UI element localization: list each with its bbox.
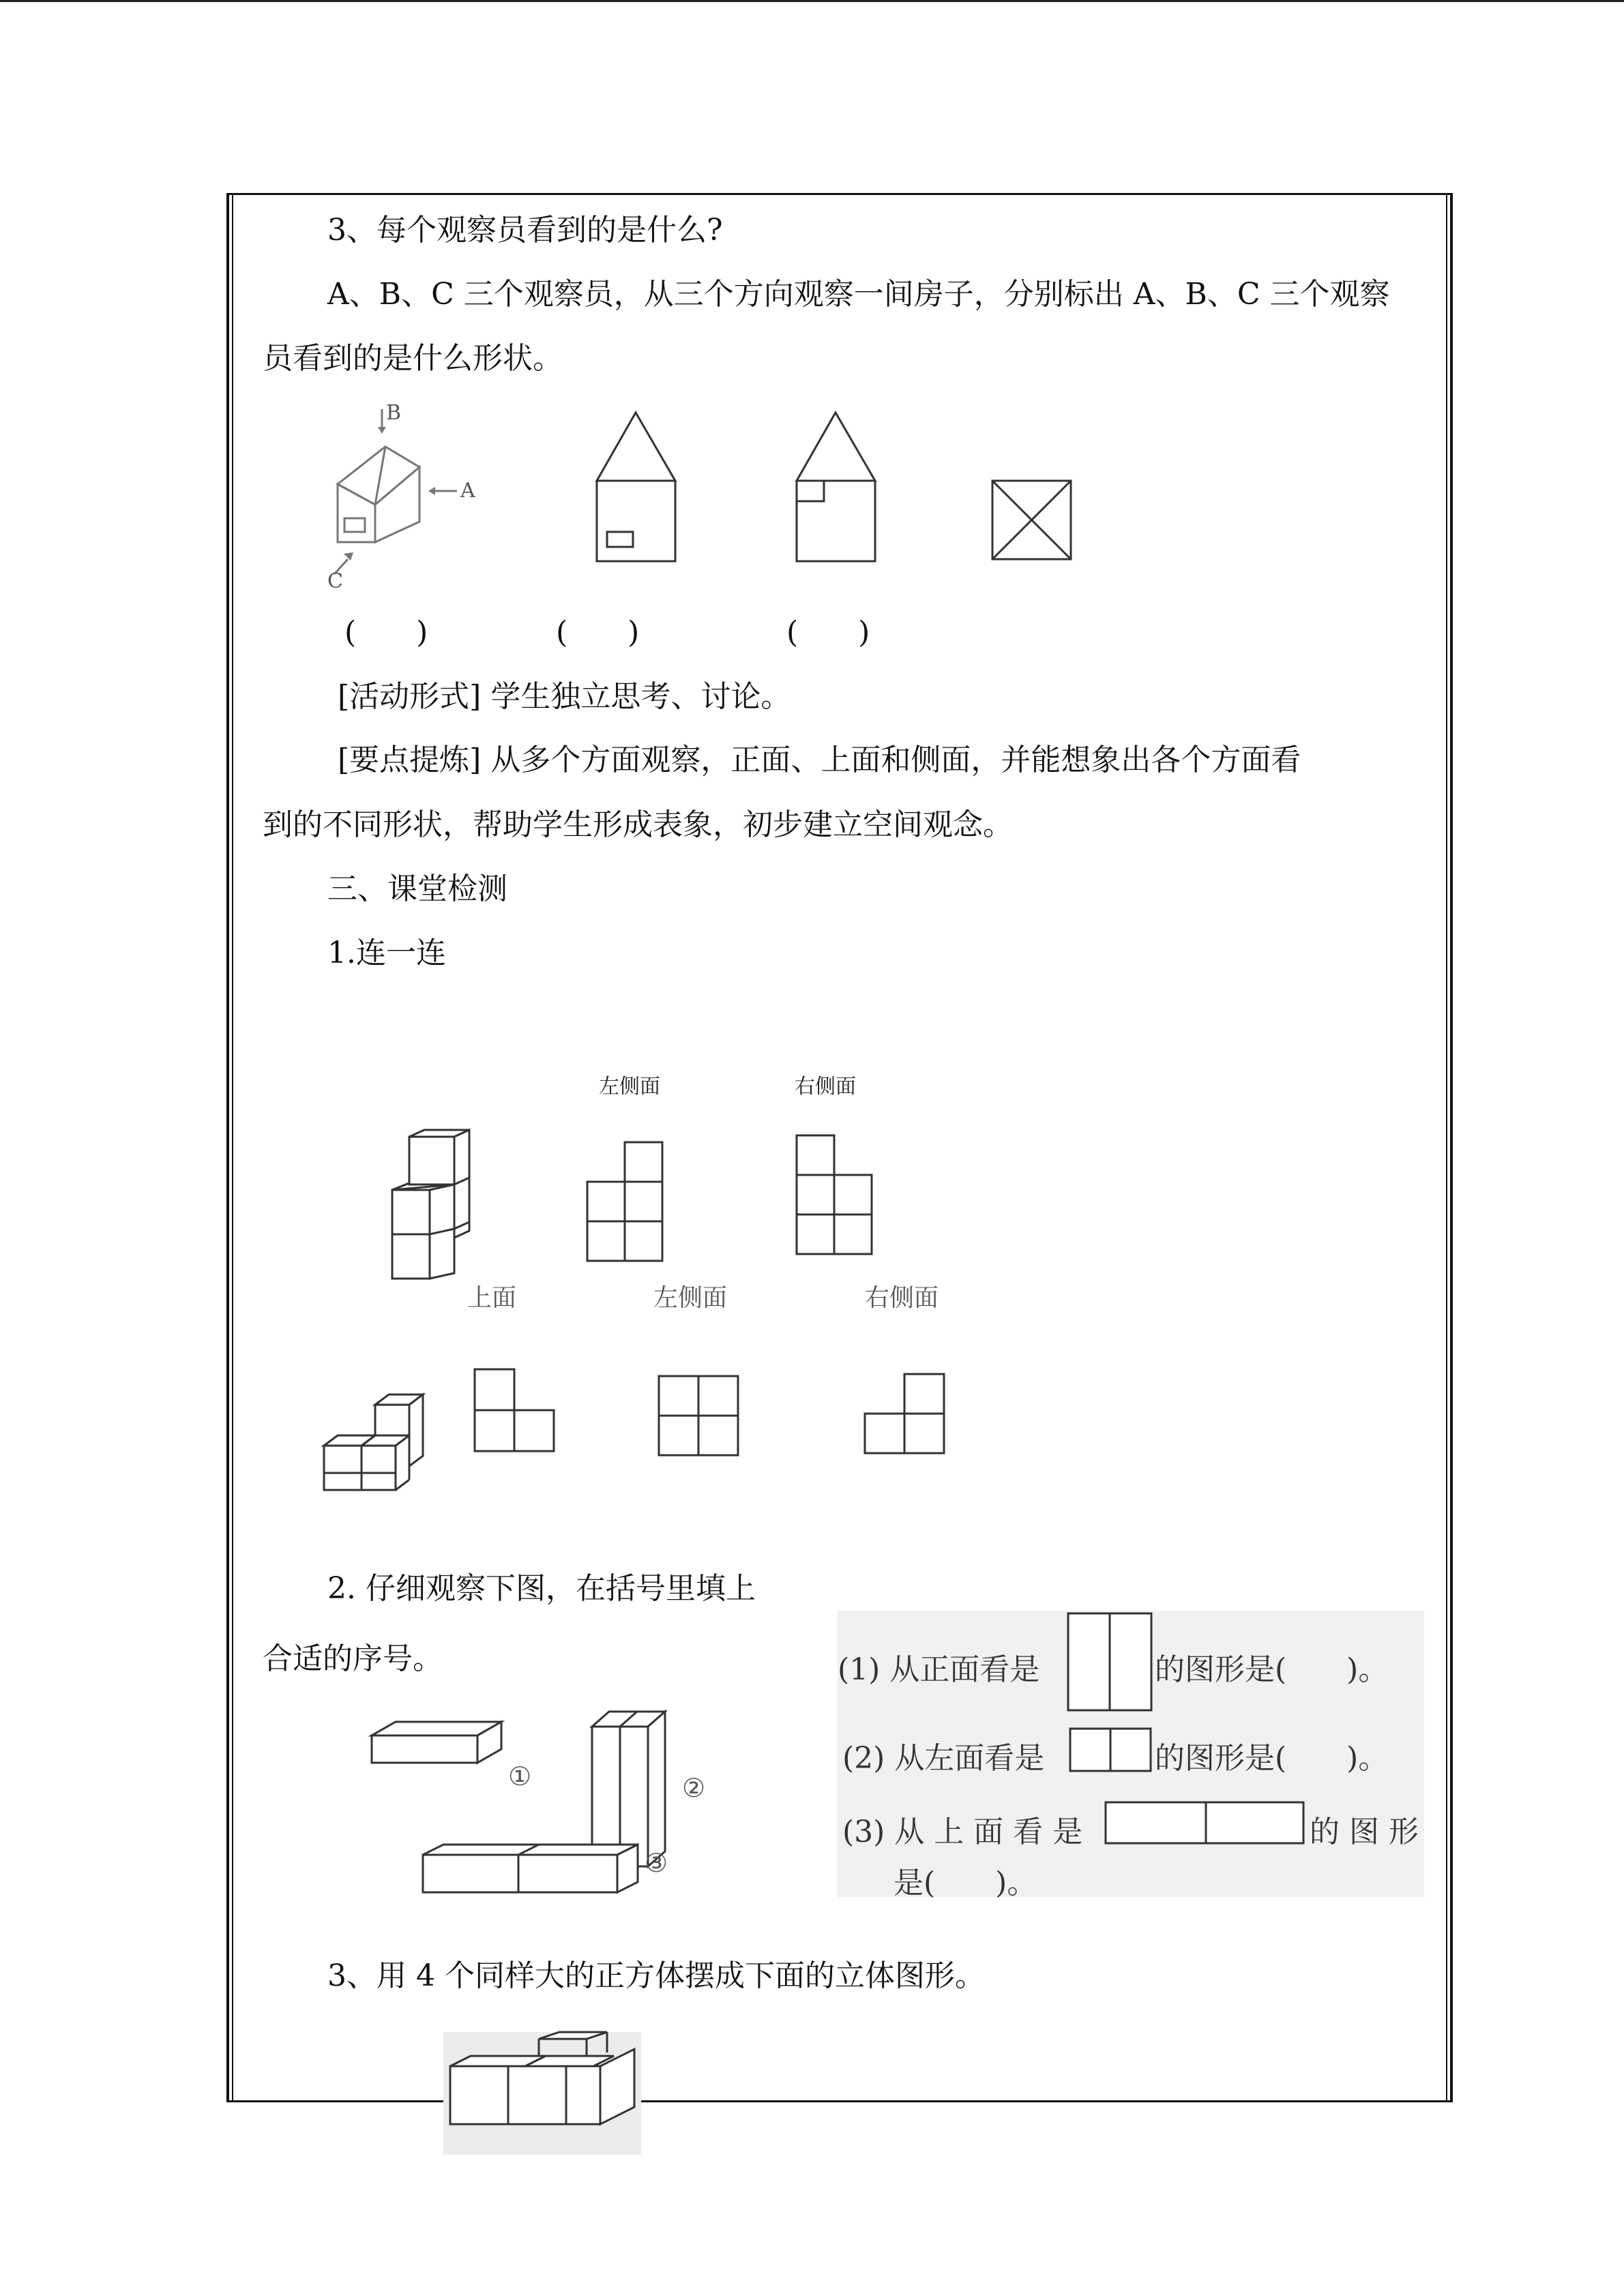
house-view-1 (593, 409, 682, 566)
q2-item2-suffix[interactable]: 的图形是( )。 (1155, 1741, 1389, 1776)
q3-solid (443, 2032, 641, 2155)
q2-item1-shape (1066, 1611, 1155, 1714)
top-rule (0, 0, 1624, 2)
q2-item3-shape (1104, 1800, 1308, 1847)
q2-item3-prefix: (3) 从 上 面 看 是 (842, 1815, 1083, 1849)
q2-item3-suffix: 的 图 形 (1310, 1815, 1419, 1849)
q2-item1-suffix[interactable]: 的图形是( )。 (1155, 1652, 1389, 1687)
section3-title: 3、每个观察员看到的是什么? (327, 213, 723, 248)
key-points-line2: 到的不同形状，帮助学生形成表象，初步建立空间观念。 (263, 807, 1013, 842)
q1-row2-label-right: 右侧面 (865, 1284, 939, 1312)
q2-line1: 2. 仔细观察下图，在括号里填上 (327, 1571, 756, 1606)
q1-view-right-side (795, 1133, 876, 1256)
q2-item3-line2[interactable]: 是( )。 (894, 1866, 1037, 1900)
q1-view-right (863, 1372, 948, 1457)
q2-mark-2: ② (682, 1773, 706, 1803)
q1-view-left (657, 1374, 742, 1459)
q2-solids (365, 1705, 706, 1909)
answer-blank-1[interactable]: ( ) (344, 615, 428, 650)
section3-line1: A、B、C 三个观察员，从三个方向观察一间房子，分别标出 A、B、C 三个观察 (327, 277, 1390, 312)
frame-right-inner (1446, 193, 1447, 2102)
house-view-2 (793, 409, 882, 566)
q1-row1-label-right: 右侧面 (795, 1075, 856, 1099)
q1-title: 1.连一连 (327, 936, 446, 970)
key-points-line1: [要点提炼] 从多个方面观察，正面、上面和侧面，并能想象出各个方面看 (338, 743, 1301, 777)
house-label-a: A (460, 479, 475, 503)
q2-item2-shape (1068, 1727, 1153, 1774)
q2-mark-1: ① (508, 1761, 532, 1791)
q1-view-top (473, 1367, 558, 1456)
house-label-b: B (386, 401, 402, 425)
house-label-c: C (327, 569, 343, 593)
frame-right-outer (1450, 193, 1453, 2102)
answer-blank-3[interactable]: ( ) (786, 615, 870, 650)
frame-top (226, 193, 1453, 195)
q2-mark-3: ③ (645, 1848, 668, 1878)
frame-left-inner (232, 193, 233, 2102)
q1-view-left-side (585, 1140, 667, 1263)
q2-item1-prefix: (1) 从正面看是 (838, 1652, 1040, 1687)
frame-bottom (226, 2100, 1453, 2102)
q1-row2-label-top: 上面 (467, 1284, 517, 1312)
house-view-3 (989, 477, 1078, 566)
q2-item2-prefix: (2) 从左面看是 (842, 1741, 1045, 1776)
q1-row2-label-left: 左侧面 (653, 1284, 728, 1312)
activity-form: [活动形式] 学生独立思考、讨论。 (338, 679, 791, 714)
q1-row1-label-left: 左侧面 (599, 1075, 660, 1099)
q2-line2: 合适的序号。 (263, 1641, 443, 1676)
section-heading: 三、课堂检测 (327, 871, 507, 906)
q3-title: 3、用 4 个同样大的正方体摆成下面的立体图形。 (327, 1958, 985, 1993)
section3-line2: 员看到的是什么形状。 (263, 341, 563, 376)
frame-left-outer (226, 193, 229, 2102)
answer-blank-2[interactable]: ( ) (556, 615, 640, 650)
q1-solid-tower (389, 1129, 477, 1282)
q1-solid-steps (321, 1391, 430, 1493)
